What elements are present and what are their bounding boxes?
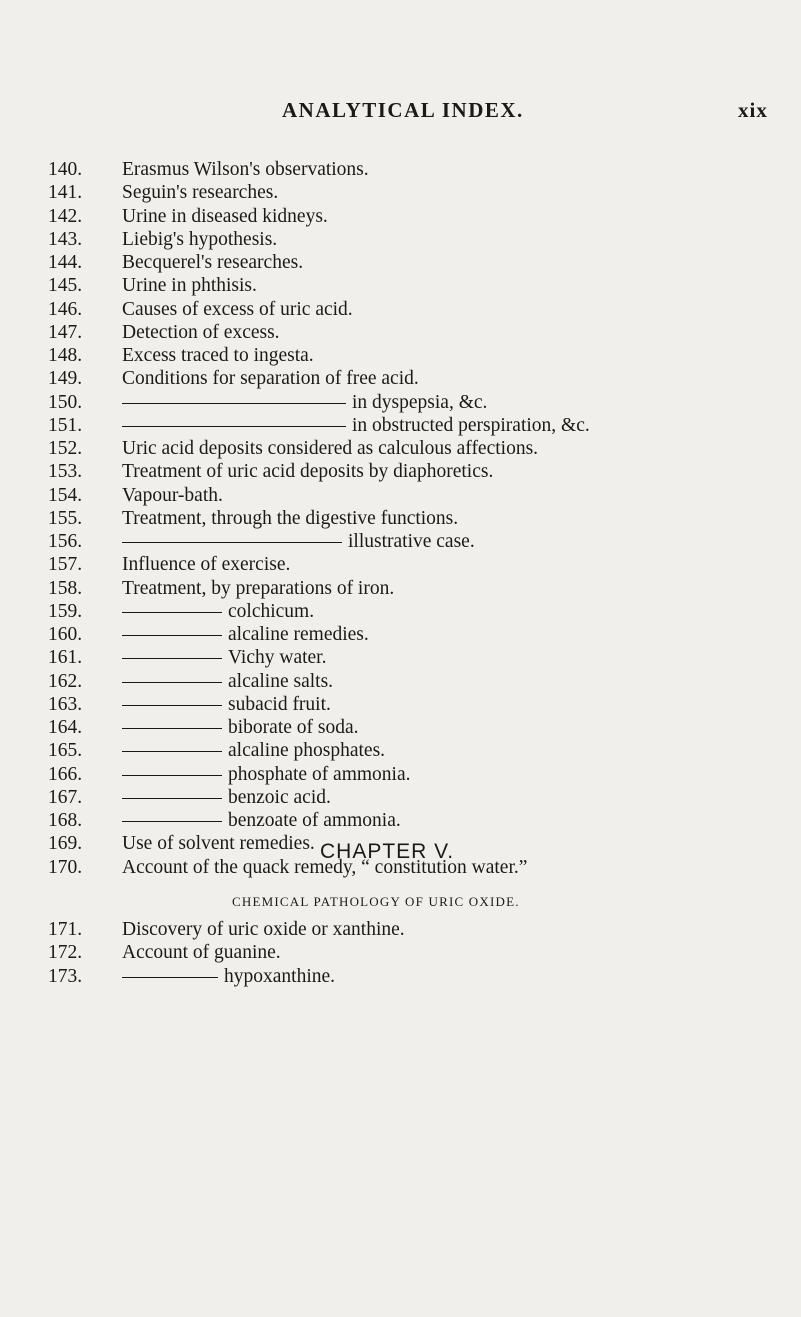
index-entry xyxy=(48,158,788,181)
index-entry xyxy=(48,391,788,414)
index-entry xyxy=(48,646,788,669)
entry-text: in obstructed perspiration, &c. xyxy=(352,414,590,436)
entry-text: Treatment, by preparations of iron. xyxy=(122,577,395,599)
index-entry xyxy=(48,600,788,623)
index-entry xyxy=(48,763,788,786)
index-entry xyxy=(48,716,788,739)
index-entry xyxy=(48,484,788,507)
index-entry xyxy=(48,577,788,600)
entry-number: 154. xyxy=(48,484,83,506)
index-entry xyxy=(48,274,788,297)
ditto-rule xyxy=(122,403,346,404)
index-entry xyxy=(48,437,788,460)
ditto-rule xyxy=(122,728,222,729)
index-entry xyxy=(48,739,788,762)
entry-number: 144. xyxy=(48,252,83,273)
ditto-rule xyxy=(122,751,222,752)
entry-number: 160. xyxy=(48,624,83,645)
entry-text: Seguin's researches. xyxy=(122,182,279,204)
entry-number: 158. xyxy=(48,577,83,599)
ditto-rule xyxy=(122,635,222,636)
entry-number: 147. xyxy=(48,321,83,343)
entry-number: 171. xyxy=(48,919,83,940)
entry-text: Causes of excess of uric acid. xyxy=(122,298,353,320)
entry-number: 173. xyxy=(48,965,83,987)
entry-number: 169. xyxy=(48,833,83,855)
entry-number: 143. xyxy=(48,228,83,250)
entry-number: 161. xyxy=(48,647,83,669)
entry-text: alcaline remedies. xyxy=(228,624,369,645)
index-entry xyxy=(48,670,788,693)
entry-number: 157. xyxy=(48,554,83,576)
ditto-rule xyxy=(122,612,222,613)
entry-text: Conditions for separation of free acid. xyxy=(122,368,419,390)
entry-number: 145. xyxy=(48,275,83,297)
page-number: xix xyxy=(738,98,768,122)
entry-text: Treatment of uric acid deposits by diaphoretics. xyxy=(122,461,494,483)
ditto-rule xyxy=(122,977,218,978)
entry-text: benzoic acid. xyxy=(228,786,331,808)
entry-text: alcaline salts. xyxy=(228,670,334,692)
entry-text: Uric acid deposits considered as calculous affections. xyxy=(122,438,539,459)
index-entry xyxy=(48,941,788,964)
entry-number: 151. xyxy=(48,414,83,436)
entry-number: 146. xyxy=(48,298,83,320)
index-entry xyxy=(48,553,788,576)
entry-text: benzoate of ammonia. xyxy=(228,810,401,831)
entry-text: Vapour-bath. xyxy=(122,484,223,506)
entry-text: phosphate of ammonia. xyxy=(228,763,411,785)
chapter-subtitle: CHEMICAL PATHOLOGY OF URIC OXIDE. xyxy=(232,894,520,909)
index-entry xyxy=(48,344,788,367)
index-entry xyxy=(48,228,788,251)
entry-number: 163. xyxy=(48,693,83,715)
entry-number: 165. xyxy=(48,740,83,762)
index-entry xyxy=(48,205,788,228)
index-entry xyxy=(48,460,788,483)
index-entry xyxy=(48,530,788,553)
entry-number: 148. xyxy=(48,345,83,366)
entry-number: 166. xyxy=(48,763,83,785)
entry-number: 167. xyxy=(48,786,83,808)
index-entry xyxy=(48,918,788,941)
entry-text: in dyspepsia, &c. xyxy=(352,391,488,413)
ditto-rule xyxy=(122,658,222,659)
index-entry xyxy=(48,367,788,390)
entry-text: Urine in phthisis. xyxy=(122,275,257,297)
entry-text: hypoxanthine. xyxy=(224,965,336,987)
entry-number: 150. xyxy=(48,391,83,413)
entry-number: 149. xyxy=(48,368,83,390)
entry-number: 172. xyxy=(48,942,83,964)
index-entry xyxy=(48,298,788,321)
entry-number: 141. xyxy=(48,182,83,204)
entry-number: 162. xyxy=(48,670,83,692)
entry-text: biborate of soda. xyxy=(228,717,359,738)
index-entry xyxy=(48,809,788,832)
entry-text: Vichy water. xyxy=(228,647,327,669)
ditto-rule xyxy=(122,682,222,683)
index-entries xyxy=(48,158,788,879)
index-entry xyxy=(48,786,788,809)
index-entry xyxy=(48,251,788,274)
entry-number: 159. xyxy=(48,600,83,622)
entry-text: Urine in diseased kidneys. xyxy=(122,205,328,227)
entry-text: Excess traced to ingesta. xyxy=(122,345,314,366)
entry-text: Treatment, through the digestive functions. xyxy=(122,507,459,529)
entry-number: 155. xyxy=(48,507,83,529)
index-entry xyxy=(48,965,788,988)
entry-text: Detection of excess. xyxy=(122,321,280,343)
ditto-rule xyxy=(122,542,342,543)
entry-text: Influence of exercise. xyxy=(122,554,291,576)
entry-number: 170. xyxy=(48,856,83,878)
entry-text: subacid fruit. xyxy=(228,693,331,715)
entry-text: Becquerel's researches. xyxy=(122,252,304,273)
entry-text: illustrative case. xyxy=(348,531,475,552)
index-entry xyxy=(48,414,788,437)
entry-text: Erasmus Wilson's observations. xyxy=(122,159,369,180)
entry-number: 156. xyxy=(48,531,83,552)
ditto-rule xyxy=(122,798,222,799)
running-title: ANALYTICAL INDEX. xyxy=(282,98,524,122)
index-entry xyxy=(48,623,788,646)
entry-text: colchicum. xyxy=(228,600,315,622)
ditto-rule xyxy=(122,426,346,427)
entry-number: 142. xyxy=(48,205,83,227)
index-entry xyxy=(48,507,788,530)
entry-number: 152. xyxy=(48,438,83,459)
entry-number: 153. xyxy=(48,461,83,483)
ditto-rule xyxy=(122,775,222,776)
entry-number: 168. xyxy=(48,810,83,831)
entry-text: Discovery of uric oxide or xanthine. xyxy=(122,919,405,940)
entry-number: 140. xyxy=(48,159,83,180)
entry-text: Use of solvent remedies. xyxy=(122,833,315,855)
entry-text: alcaline phosphates. xyxy=(228,740,386,762)
chapter-entries xyxy=(48,918,788,988)
chapter-title: CHAPTER V. xyxy=(320,840,455,863)
ditto-rule xyxy=(122,821,222,822)
index-entry xyxy=(48,693,788,716)
entry-text: Liebig's hypothesis. xyxy=(122,228,278,250)
index-entry xyxy=(48,321,788,344)
entry-number: 164. xyxy=(48,717,83,738)
page-header xyxy=(0,98,801,128)
index-entry xyxy=(48,181,788,204)
ditto-rule xyxy=(122,705,222,706)
entry-text: Account of guanine. xyxy=(122,942,281,964)
entry-text: Account of the quack remedy, “ constitution water.” xyxy=(122,856,528,878)
